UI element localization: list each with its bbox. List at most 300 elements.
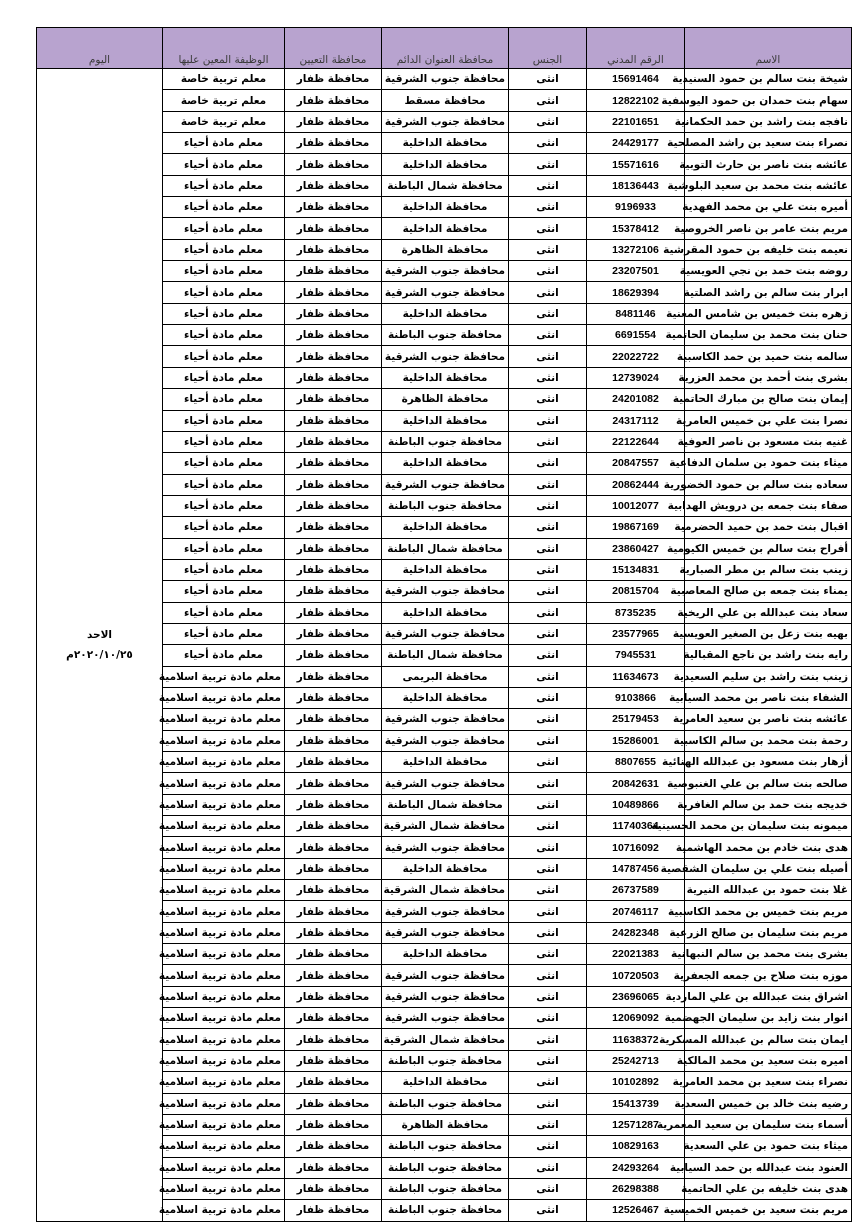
cell-address: محافظة جنوب الباطنة xyxy=(382,1093,509,1114)
cell-gender: انثى xyxy=(509,922,587,943)
cell-civil-id: 10716092 xyxy=(587,837,685,858)
cell-address: محافظة الداخلية xyxy=(382,687,509,708)
cell-name: اقبال بنت حمد بن حميد الحضرمية xyxy=(685,517,852,538)
cell-gender: انثى xyxy=(509,880,587,901)
day-date: ٢٠٢٠/١٠/٢٥م xyxy=(66,648,133,661)
cell-province: محافظة ظفار xyxy=(285,581,382,602)
cell-gender: انثى xyxy=(509,111,587,132)
cell-job: معلم مادة تربية اسلامية xyxy=(163,901,285,922)
table-row xyxy=(37,709,852,730)
cell-gender: انثى xyxy=(509,687,587,708)
cell-province: محافظة ظفار xyxy=(285,687,382,708)
cell-job: معلم مادة تربية اسلامية xyxy=(163,880,285,901)
cell-job: معلم مادة أحياء xyxy=(163,645,285,666)
cell-province: محافظة ظفار xyxy=(285,922,382,943)
cell-name: زهره بنت خميس بن شامس المعنية xyxy=(685,303,852,324)
table-row xyxy=(37,858,852,879)
cell-province: محافظة ظفار xyxy=(285,69,382,90)
cell-civil-id: 15571616 xyxy=(587,154,685,175)
table-row xyxy=(37,1093,852,1114)
cell-gender: انثى xyxy=(509,837,587,858)
cell-gender: انثى xyxy=(509,282,587,303)
cell-province: محافظة ظفار xyxy=(285,773,382,794)
cell-name: سالمه بنت حميد بن حمد الكاسبية xyxy=(685,346,852,367)
cell-address: محافظة شمال الشرقية xyxy=(382,816,509,837)
cell-gender: انثى xyxy=(509,517,587,538)
header-civil-id: الرقم المدني xyxy=(587,28,685,69)
cell-name: صفاء بنت جمعه بن درويش الهدابية xyxy=(685,495,852,516)
cell-civil-id: 12739024 xyxy=(587,367,685,388)
cell-name: بشرى بنت محمد بن سالم النبهانية xyxy=(685,944,852,965)
cell-address: محافظة جنوب الشرقية xyxy=(382,922,509,943)
cell-address: محافظة جنوب الشرقية xyxy=(382,709,509,730)
cell-province: محافظة ظفار xyxy=(285,1114,382,1135)
cell-province: محافظة ظفار xyxy=(285,303,382,324)
cell-civil-id: 10489866 xyxy=(587,794,685,815)
cell-province: محافظة ظفار xyxy=(285,709,382,730)
cell-gender: انثى xyxy=(509,1136,587,1157)
cell-gender: انثى xyxy=(509,730,587,751)
cell-civil-id: 20862444 xyxy=(587,474,685,495)
table-row xyxy=(37,1008,852,1029)
cell-gender: انثى xyxy=(509,453,587,474)
cell-name: أسماء بنت سليمان بن سعيد المعمرية xyxy=(685,1114,852,1135)
cell-gender: انثى xyxy=(509,197,587,218)
table-row xyxy=(37,1050,852,1071)
cell-gender: انثى xyxy=(509,346,587,367)
cell-job: معلم مادة تربية اسلامية xyxy=(163,965,285,986)
cell-civil-id: 25242713 xyxy=(587,1050,685,1071)
cell-job: معلم مادة أحياء xyxy=(163,239,285,260)
cell-civil-id: 20746117 xyxy=(587,901,685,922)
cell-civil-id: 9103866 xyxy=(587,687,685,708)
cell-job: معلم تربية خاصة xyxy=(163,69,285,90)
table-row xyxy=(37,1136,852,1157)
cell-province: محافظة ظفار xyxy=(285,1157,382,1178)
cell-address: محافظة الداخلية xyxy=(382,752,509,773)
table-row xyxy=(37,1200,852,1221)
cell-job: معلم تربية خاصة xyxy=(163,111,285,132)
cell-job: معلم مادة تربية اسلامية xyxy=(163,687,285,708)
cell-province: محافظة ظفار xyxy=(285,517,382,538)
cell-province: محافظة ظفار xyxy=(285,133,382,154)
cell-job: معلم مادة أحياء xyxy=(163,581,285,602)
cell-gender: انثى xyxy=(509,90,587,111)
cell-job: معلم مادة تربية اسلامية xyxy=(163,1008,285,1029)
cell-address: محافظة جنوب الشرقية xyxy=(382,581,509,602)
cell-address: محافظة جنوب الشرقية xyxy=(382,111,509,132)
cell-address: محافظة الداخلية xyxy=(382,944,509,965)
cell-job: معلم مادة أحياء xyxy=(163,538,285,559)
cell-province: محافظة ظفار xyxy=(285,1029,382,1050)
cell-civil-id: 11638372 xyxy=(587,1029,685,1050)
cell-civil-id: 23696065 xyxy=(587,986,685,1007)
cell-name: روضه بنت حمد بن نجي العويسية xyxy=(685,261,852,282)
cell-job: معلم مادة تربية اسلامية xyxy=(163,666,285,687)
cell-civil-id: 24429177 xyxy=(587,133,685,154)
header-job: الوظيفة المعين عليها xyxy=(163,28,285,69)
cell-civil-id: 23860427 xyxy=(587,538,685,559)
cell-province: محافظة ظفار xyxy=(285,794,382,815)
cell-province: محافظة ظفار xyxy=(285,1093,382,1114)
table-row xyxy=(37,1157,852,1178)
cell-province: محافظة ظفار xyxy=(285,1136,382,1157)
cell-civil-id: 12822102 xyxy=(587,90,685,111)
cell-gender: انثى xyxy=(509,581,587,602)
cell-gender: انثى xyxy=(509,816,587,837)
cell-name: ميمونه بنت سليمان بن محمد الحسينية xyxy=(685,816,852,837)
cell-job: معلم مادة تربية اسلامية xyxy=(163,1114,285,1135)
cell-civil-id: 8481146 xyxy=(587,303,685,324)
cell-address: محافظة جنوب الشرقية xyxy=(382,730,509,751)
table-row xyxy=(37,944,852,965)
cell-name: زينب بنت راشد بن سليم السعيدية xyxy=(685,666,852,687)
cell-civil-id: 22021383 xyxy=(587,944,685,965)
cell-name: غلا بنت حمود بن عبدالله النيرية xyxy=(685,880,852,901)
cell-address: محافظة شمال الشرقية xyxy=(382,880,509,901)
cell-address: محافظة جنوب الشرقية xyxy=(382,837,509,858)
cell-address: محافظة جنوب الشرقية xyxy=(382,965,509,986)
cell-civil-id: 15134831 xyxy=(587,559,685,580)
table-row xyxy=(37,752,852,773)
table-row xyxy=(37,965,852,986)
cell-province: محافظة ظفار xyxy=(285,197,382,218)
cell-gender: انثى xyxy=(509,1072,587,1093)
cell-name: العنود بنت عبدالله بن حمد السيابية xyxy=(685,1157,852,1178)
cell-province: محافظة ظفار xyxy=(285,538,382,559)
cell-gender: انثى xyxy=(509,901,587,922)
cell-province: محافظة ظفار xyxy=(285,880,382,901)
cell-name: أميره بنت علي بن محمد الفهدية xyxy=(685,197,852,218)
cell-name: الشفاء بنت ناصر بن محمد السيابية xyxy=(685,687,852,708)
cell-name: يمناء بنت جمعه بن صالح المعاصبية xyxy=(685,581,852,602)
cell-name: اميره بنت سعيد بن محمد المالكية xyxy=(685,1050,852,1071)
cell-civil-id: 8807655 xyxy=(587,752,685,773)
cell-civil-id: 20847557 xyxy=(587,453,685,474)
cell-address: محافظة الداخلية xyxy=(382,1072,509,1093)
cell-job: معلم مادة أحياء xyxy=(163,453,285,474)
table-row xyxy=(37,901,852,922)
cell-address: محافظة الداخلية xyxy=(382,602,509,623)
cell-address: محافظة شمال الباطنة xyxy=(382,538,509,559)
cell-name: نصرا بنت علي بن خميس العامرية xyxy=(685,410,852,431)
cell-gender: انثى xyxy=(509,1114,587,1135)
cell-name: ابرار بنت سالم بن راشد الصلتية xyxy=(685,282,852,303)
cell-gender: انثى xyxy=(509,367,587,388)
cell-address: محافظة مسقط xyxy=(382,90,509,111)
cell-job: معلم مادة أحياء xyxy=(163,410,285,431)
cell-province: محافظة ظفار xyxy=(285,965,382,986)
cell-civil-id: 23207501 xyxy=(587,261,685,282)
cell-civil-id: 20842631 xyxy=(587,773,685,794)
cell-civil-id: 26298388 xyxy=(587,1178,685,1199)
cell-job: معلم مادة أحياء xyxy=(163,154,285,175)
cell-gender: انثى xyxy=(509,133,587,154)
cell-day xyxy=(37,69,163,1222)
cell-gender: انثى xyxy=(509,1157,587,1178)
cell-gender: انثى xyxy=(509,389,587,410)
cell-gender: انثى xyxy=(509,431,587,452)
cell-address: محافظة جنوب الشرقية xyxy=(382,623,509,644)
cell-name: نصراء بنت سعيد بن راشد المصلحية xyxy=(685,133,852,154)
cell-gender: انثى xyxy=(509,495,587,516)
cell-address: محافظة الداخلية xyxy=(382,367,509,388)
cell-job: معلم مادة تربية اسلامية xyxy=(163,837,285,858)
cell-address: محافظة جنوب الباطنة xyxy=(382,1050,509,1071)
day-weekday: الاحد xyxy=(86,628,113,641)
header-day: اليوم xyxy=(37,28,163,69)
table-row xyxy=(37,837,852,858)
table-row xyxy=(37,1114,852,1135)
cell-name: خديجه بنت حمد بن سالم الغافرية xyxy=(685,794,852,815)
cell-address: محافظة جنوب الباطنة xyxy=(382,1200,509,1221)
cell-civil-id: 22122644 xyxy=(587,431,685,452)
cell-gender: انثى xyxy=(509,1178,587,1199)
cell-address: محافظة الداخلية xyxy=(382,453,509,474)
cell-job: معلم مادة تربية اسلامية xyxy=(163,773,285,794)
table-row xyxy=(37,730,852,751)
cell-name: ميثاء بنت حمود بن سلمان الدفاعية xyxy=(685,453,852,474)
cell-province: محافظة ظفار xyxy=(285,858,382,879)
cell-name: سهام بنت حمدان بن حمود اليوسفية xyxy=(685,90,852,111)
cell-civil-id: 7945531 xyxy=(587,645,685,666)
cell-gender: انثى xyxy=(509,709,587,730)
table-row xyxy=(37,69,852,90)
cell-address: محافظة الظاهرة xyxy=(382,239,509,260)
cell-province: محافظة ظفار xyxy=(285,154,382,175)
cell-name: هدى بنت خليفه بن علي الحاتمية xyxy=(685,1178,852,1199)
cell-job: معلم مادة أحياء xyxy=(163,282,285,303)
cell-civil-id: 10720503 xyxy=(587,965,685,986)
cell-address: محافظة جنوب الشرقية xyxy=(382,346,509,367)
cell-name: بشرى بنت أحمد بن محمد العزرية xyxy=(685,367,852,388)
cell-name: سعاد بنت عبدالله بن علي الريخية xyxy=(685,602,852,623)
cell-name: بهيه بنت زعل بن الصغير العويسية xyxy=(685,623,852,644)
table-row xyxy=(37,922,852,943)
cell-civil-id: 11634673 xyxy=(587,666,685,687)
cell-job: معلم مادة أحياء xyxy=(163,623,285,644)
cell-gender: انثى xyxy=(509,559,587,580)
cell-province: محافظة ظفار xyxy=(285,1072,382,1093)
cell-job: معلم مادة أحياء xyxy=(163,175,285,196)
cell-job: معلم مادة تربية اسلامية xyxy=(163,1157,285,1178)
cell-civil-id: 24317112 xyxy=(587,410,685,431)
cell-civil-id: 24282348 xyxy=(587,922,685,943)
cell-address: محافظة البريمى xyxy=(382,666,509,687)
cell-address: محافظة الداخلية xyxy=(382,133,509,154)
cell-job: معلم مادة أحياء xyxy=(163,602,285,623)
cell-address: محافظة شمال الباطنة xyxy=(382,645,509,666)
cell-job: معلم مادة تربية اسلامية xyxy=(163,1093,285,1114)
cell-province: محافظة ظفار xyxy=(285,410,382,431)
cell-gender: انثى xyxy=(509,944,587,965)
cell-civil-id: 26737589 xyxy=(587,880,685,901)
cell-gender: انثى xyxy=(509,410,587,431)
cell-civil-id: 23577965 xyxy=(587,623,685,644)
cell-province: محافظة ظفار xyxy=(285,367,382,388)
table-row xyxy=(37,880,852,901)
header-gender: الجنس xyxy=(509,28,587,69)
cell-job: معلم مادة تربية اسلامية xyxy=(163,944,285,965)
cell-gender: انثى xyxy=(509,1093,587,1114)
cell-civil-id: 25179453 xyxy=(587,709,685,730)
cell-province: محافظة ظفار xyxy=(285,474,382,495)
table-row xyxy=(37,1178,852,1199)
cell-civil-id: 15413739 xyxy=(587,1093,685,1114)
appointments-table xyxy=(36,27,852,1222)
cell-civil-id: 12526467 xyxy=(587,1200,685,1221)
cell-job: معلم مادة تربية اسلامية xyxy=(163,709,285,730)
cell-address: محافظة جنوب الباطنة xyxy=(382,325,509,346)
cell-address: محافظة جنوب الشرقية xyxy=(382,1008,509,1029)
cell-job: معلم مادة أحياء xyxy=(163,431,285,452)
cell-job: معلم مادة تربية اسلامية xyxy=(163,794,285,815)
cell-name: شيخة بنت سالم بن حمود السنيدية xyxy=(685,69,852,90)
cell-job: معلم مادة أحياء xyxy=(163,197,285,218)
cell-province: محافظة ظفار xyxy=(285,282,382,303)
cell-name: عائشه بنت محمد بن سعيد البلوشية xyxy=(685,175,852,196)
cell-address: محافظة جنوب الباطنة xyxy=(382,495,509,516)
cell-gender: انثى xyxy=(509,1050,587,1071)
cell-civil-id: 24293264 xyxy=(587,1157,685,1178)
cell-gender: انثى xyxy=(509,474,587,495)
table-row xyxy=(37,1072,852,1093)
cell-gender: انثى xyxy=(509,218,587,239)
cell-gender: انثى xyxy=(509,794,587,815)
cell-job: معلم مادة أحياء xyxy=(163,474,285,495)
cell-name: ايمان بنت سالم بن عبدالله المسكرية xyxy=(685,1029,852,1050)
cell-province: محافظة ظفار xyxy=(285,218,382,239)
cell-province: محافظة ظفار xyxy=(285,1178,382,1199)
cell-province: محافظة ظفار xyxy=(285,559,382,580)
cell-gender: انثى xyxy=(509,303,587,324)
cell-civil-id: 15691464 xyxy=(587,69,685,90)
cell-job: معلم مادة تربية اسلامية xyxy=(163,858,285,879)
cell-province: محافظة ظفار xyxy=(285,645,382,666)
cell-province: محافظة ظفار xyxy=(285,816,382,837)
cell-gender: انثى xyxy=(509,773,587,794)
cell-province: محافظة ظفار xyxy=(285,602,382,623)
cell-address: محافظة جنوب الباطنة xyxy=(382,1136,509,1157)
cell-gender: انثى xyxy=(509,69,587,90)
cell-province: محافظة ظفار xyxy=(285,325,382,346)
cell-job: معلم مادة أحياء xyxy=(163,367,285,388)
cell-province: محافظة ظفار xyxy=(285,346,382,367)
cell-name: نافجه بنت راشد بن حمد الحكمانية xyxy=(685,111,852,132)
header-name: الاسم xyxy=(685,28,852,69)
cell-job: معلم مادة تربية اسلامية xyxy=(163,986,285,1007)
cell-gender: انثى xyxy=(509,1008,587,1029)
cell-gender: انثى xyxy=(509,965,587,986)
cell-job: معلم مادة تربية اسلامية xyxy=(163,1178,285,1199)
cell-province: محافظة ظفار xyxy=(285,986,382,1007)
cell-name: أصيله بنت علي بن سليمان الشقصية xyxy=(685,858,852,879)
cell-province: محافظة ظفار xyxy=(285,752,382,773)
cell-gender: انثى xyxy=(509,1200,587,1221)
cell-job: معلم مادة أحياء xyxy=(163,559,285,580)
cell-job: معلم مادة أحياء xyxy=(163,517,285,538)
cell-gender: انثى xyxy=(509,175,587,196)
cell-civil-id: 10012077 xyxy=(587,495,685,516)
table-row xyxy=(37,773,852,794)
cell-job: معلم مادة تربية اسلامية xyxy=(163,1029,285,1050)
cell-address: محافظة الداخلية xyxy=(382,303,509,324)
cell-civil-id: 18136443 xyxy=(587,175,685,196)
cell-civil-id: 13272106 xyxy=(587,239,685,260)
cell-address: محافظة الداخلية xyxy=(382,559,509,580)
cell-province: محافظة ظفار xyxy=(285,837,382,858)
cell-province: محافظة ظفار xyxy=(285,111,382,132)
cell-civil-id: 15378412 xyxy=(587,218,685,239)
cell-name: عائشه بنت ناصر بن حارث التوبية xyxy=(685,154,852,175)
cell-province: محافظة ظفار xyxy=(285,453,382,474)
cell-name: صالحه بنت سالم بن علي الغنبوصية xyxy=(685,773,852,794)
cell-civil-id: 18629394 xyxy=(587,282,685,303)
cell-gender: انثى xyxy=(509,986,587,1007)
cell-name: انوار بنت زايد بن سليمان الجهضمية xyxy=(685,1008,852,1029)
cell-address: محافظة جنوب الشرقية xyxy=(382,773,509,794)
cell-address: محافظة الداخلية xyxy=(382,410,509,431)
cell-province: محافظة ظفار xyxy=(285,239,382,260)
cell-civil-id: 8735235 xyxy=(587,602,685,623)
table-row xyxy=(37,794,852,815)
cell-gender: انثى xyxy=(509,602,587,623)
cell-job: معلم مادة تربية اسلامية xyxy=(163,1050,285,1071)
cell-job: معلم مادة أحياء xyxy=(163,495,285,516)
cell-name: حنان بنت محمد بن سليمان الحاتمية xyxy=(685,325,852,346)
cell-address: محافظة جنوب الشرقية xyxy=(382,986,509,1007)
cell-address: محافظة جنوب الباطنة xyxy=(382,431,509,452)
header-address: محافظة العنوان الدائم xyxy=(382,28,509,69)
cell-province: محافظة ظفار xyxy=(285,623,382,644)
table-row xyxy=(37,1029,852,1050)
cell-name: مريم بنت خميس بن محمد الكاسبية xyxy=(685,901,852,922)
cell-job: معلم مادة أحياء xyxy=(163,218,285,239)
cell-job: معلم مادة تربية اسلامية xyxy=(163,1136,285,1157)
cell-province: محافظة ظفار xyxy=(285,431,382,452)
cell-name: أزهار بنت مسعود بن عبدالله الهنائية xyxy=(685,752,852,773)
cell-gender: انثى xyxy=(509,239,587,260)
cell-province: محافظة ظفار xyxy=(285,1050,382,1071)
cell-civil-id: 22101651 xyxy=(587,111,685,132)
cell-province: محافظة ظفار xyxy=(285,495,382,516)
cell-name: رحمة بنت محمد بن سالم الكاسبية xyxy=(685,730,852,751)
cell-name: سعاده بنت سالم بن حمود الخضورية xyxy=(685,474,852,495)
cell-job: معلم مادة تربية اسلامية xyxy=(163,922,285,943)
cell-address: محافظة الظاهرة xyxy=(382,389,509,410)
cell-gender: انثى xyxy=(509,154,587,175)
cell-name: نعيمه بنت خليفه بن حمود المقرشية xyxy=(685,239,852,260)
cell-name: مريم بنت سعيد بن خميس الخميسية xyxy=(685,1200,852,1221)
cell-job: معلم مادة تربية اسلامية xyxy=(163,1072,285,1093)
cell-province: محافظة ظفار xyxy=(285,389,382,410)
cell-name: إيمان بنت صالح بن مبارك الحاتمية xyxy=(685,389,852,410)
cell-job: معلم مادة تربية اسلامية xyxy=(163,1200,285,1221)
cell-address: محافظة الداخلية xyxy=(382,154,509,175)
cell-province: محافظة ظفار xyxy=(285,1008,382,1029)
cell-civil-id: 14787456 xyxy=(587,858,685,879)
cell-civil-id: 12571287 xyxy=(587,1114,685,1135)
cell-civil-id: 12069092 xyxy=(587,1008,685,1029)
cell-job: معلم مادة أحياء xyxy=(163,261,285,282)
cell-civil-id: 11740364 xyxy=(587,816,685,837)
cell-address: محافظة جنوب الشرقية xyxy=(382,901,509,922)
cell-province: محافظة ظفار xyxy=(285,666,382,687)
cell-address: محافظة الظاهرة xyxy=(382,1114,509,1135)
cell-address: محافظة شمال الشرقية xyxy=(382,1029,509,1050)
cell-name: زينب بنت سالم بن مطر الصبارية xyxy=(685,559,852,580)
cell-name: مريم بنت عامر بن ناصر الخروصية xyxy=(685,218,852,239)
